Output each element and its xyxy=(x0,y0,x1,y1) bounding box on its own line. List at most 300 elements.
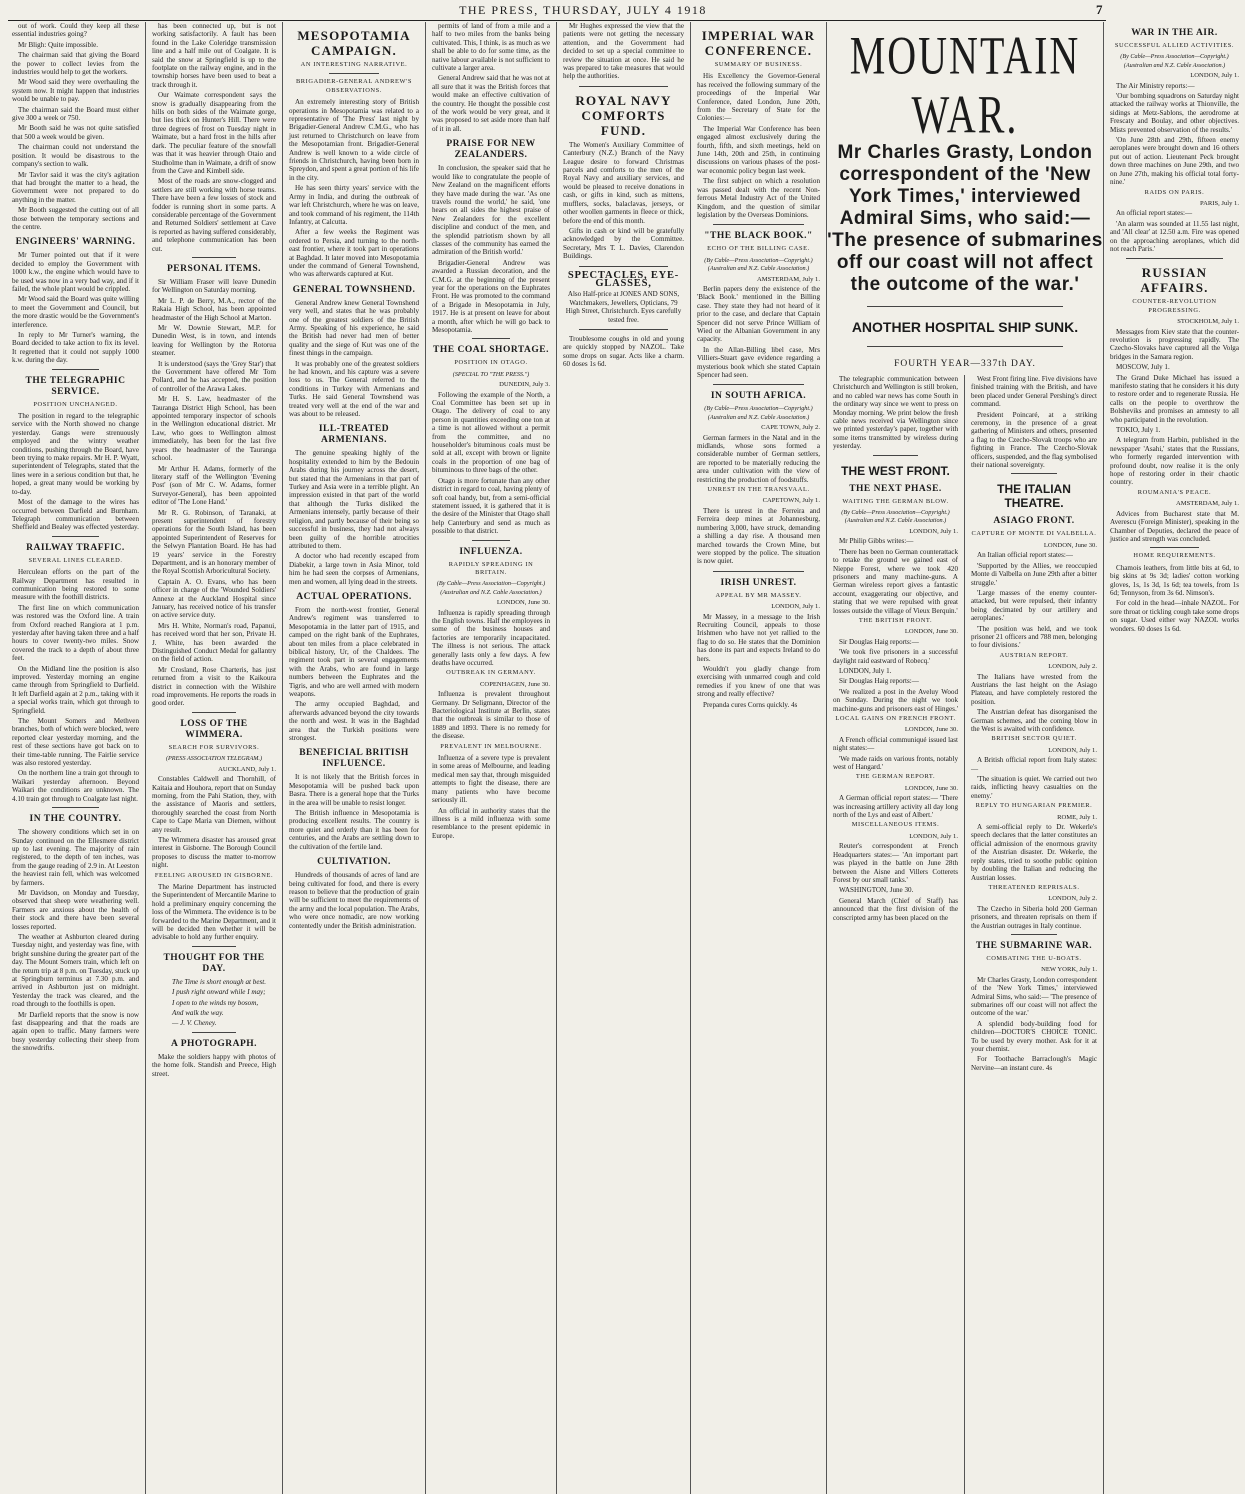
wimmera-heading: LOSS OF THE WIMMERA. xyxy=(180,718,248,740)
paragraph: The telegraphic communication between Christchurch and Wellington is still broken, and no cabled war news has come South in the ordinary way since we went to press on Monday morning. We print below the fresh cable news received via Wellington since we printed yesterday's paper, together with some items transmitted by wireless during yesterday. xyxy=(833,375,958,451)
austrian-report-article xyxy=(971,673,1097,734)
south-africa-article xyxy=(697,434,820,484)
misc-items-dateline: LONDON, July 1. xyxy=(909,832,958,840)
war-in-air-credit: (By Cable—Press Association—Copyright.) (Australian and N.Z. Cable Association.) xyxy=(1120,53,1229,69)
divider xyxy=(192,257,236,258)
paragraph: I push right onward while I may; xyxy=(172,988,266,997)
irish-dateline: LONDON, July 1. xyxy=(771,603,820,611)
column-1 xyxy=(6,22,146,1494)
telegraph-heading: THE TELEGRAPHIC SERVICE. xyxy=(25,375,126,397)
paragraph: Herculean efforts on the part of the Railway Department has resulted in communication being restored to some measure with the foothill districts. xyxy=(12,568,139,602)
paragraph: It is not likely that the British forces in Mesopotamia will be pushed back upon Basra. There is a general hope that the Turks in the area will be unable to resist longer. xyxy=(289,773,419,807)
paragraph: Advices from Bucharest state that M. Averescu (Foreign Minister), speaking in the Chamber of Deputies, declared the peace of justice and strength was concluded. xyxy=(1110,509,1239,543)
townshend-heading: GENERAL TOWNSHEND. xyxy=(292,284,416,295)
paragraph: Mr Arthur H. Adams, formerly of the literary staff of the Wellington 'Evening Post' (son of Mr C. W. Adams, former Surveyor-General), has been appointed editor of 'The Lone Hand.' xyxy=(152,464,276,507)
mountain-war-col-left xyxy=(827,375,965,1494)
influence-article xyxy=(289,773,419,851)
italian-success-headline: Mr Charles Grasty, London correspondent of the 'New York Times,' interviewed Admiral Sims, who said:— 'The presence of submarines off our coast will not affect the outcome of the war.' xyxy=(827,142,1103,295)
divider xyxy=(579,86,668,87)
paragraph: The position in regard to the telegraphic service with the North showed no change yesterday. Gangs were strenuously employed and the wintry weather conditions, pushing through the Board, have been trying to make repairs. Mr H. P. Wyatt, superintendent of Telegraphs, stated that the lines were in a serious condition but that, he hoped, a great many would be working by to-day. xyxy=(12,412,139,496)
asiago-subheading: CAPTURE OF MONTE DI VALBELLA. xyxy=(971,530,1097,538)
paragraph: Otago is more fortunate than any other district in regard to coal, having plenty of soft coal handy, but, from a semi-official statement issued, it is gathered that it is the desire of the Minister that Otago shall help Canterbury and send as much as possible to that district. xyxy=(432,476,551,536)
paragraph: Messages from Kiev state that the counter-revolution is progressing rapidly. The Czecho-Slovaks have captured all the Volga bridges in the Samara region. xyxy=(1110,327,1239,361)
russian-affairs-heading: RUSSIAN AFFAIRS. xyxy=(1140,265,1209,296)
paragraph: The Czecho in Siberia hold 200 German prisoners, and threaten reprisals on them if the Austrian outrages in Italy continue. xyxy=(971,904,1097,930)
paragraph: The first subject on which a resolution was passed dealt with the recent Non-ferrous Metal Industry Act of the United Kingdom, and the question of similar legislation by the Overseas Dominions. xyxy=(697,177,820,219)
coal-heading: THE COAL SHORTAGE. xyxy=(433,345,549,356)
raids-paris-dateline: PARIS, July 1. xyxy=(1200,199,1239,207)
war-in-air-dateline: LONDON, July 1. xyxy=(1190,72,1239,80)
column-9 xyxy=(1104,22,1245,1494)
paragraph: Mr H. S. Law, headmaster of the Tauranga District High School, has been appointed temporary inspector of schools in the Wellington educational district. Mr Law, who goes to Wellington almost immediately, has been for the last five years the headmaster of the Tauranga school. xyxy=(152,395,276,463)
paragraph: Mr Charles Grasty, London correspondent of the 'New York Times,' interviewed Admiral Sims, who said:— 'The presence of submarines off our coast will not affect the outcome of the war.' xyxy=(971,975,1097,1018)
paragraph: There is unrest in the Ferreira and Ferreira deep mines at Johannesburg, numbering 3,000, have struck, demanding a shilling a day rise. A thousand men marched towards the Crown Mine, but were stopped by the police. The situation is now quiet. xyxy=(697,506,820,566)
divider xyxy=(579,329,668,330)
country-article xyxy=(12,828,139,1053)
paragraph: The Time is short enough at best. xyxy=(172,977,266,986)
next-phase-credit: (By Cable—Press Association—Copyright.) (Australian and N.Z. Cable Association.) xyxy=(841,509,950,525)
col5-intro xyxy=(563,22,684,81)
col4-intro xyxy=(432,22,550,133)
paragraph: A doctor who had recently escaped from Diabekir, a large town in Asia Minor, told him he had seen the corpses of Armenians, men and women, all lying dead in the streets. xyxy=(289,552,419,586)
misc-items-article xyxy=(833,842,958,922)
south-africa-heading: IN SOUTH AFRICA. xyxy=(710,391,807,402)
hungarian-reply-article xyxy=(971,823,1097,882)
paragraph: German farmers in the Natal and in the midlands, whose sons formed a considerable number of German settlers, are reported to be materially reducing the area under cultivation with the view of restricting the production of foodstuffs. xyxy=(697,433,820,484)
col2-intro xyxy=(152,22,276,253)
paragraph: Hundreds of thousands of acres of land are being cultivated for food, and there is every reason to believe that the production of grain will be sufficient to meet the requirements of the army and the local population. The Arabs, who were once nomadic, are now working contentedly under the British administration. xyxy=(289,871,419,930)
melbourne-article xyxy=(432,754,550,840)
paragraph: The weather at Ashburton cleared during Tuesday night, and yesterday was fine, with bright sunshine during the greater part of the day. The Mount Somers train, which left on the return trip at 8 p.m. on Tuesday, stuck up at Springburn terminus at 7.30 p.m. and arrived in Ashburton just on midnight. Yesterday the track was cleared, and the road through to the foothills is open. xyxy=(12,932,139,1009)
war-in-air-heading: WAR IN THE AIR. xyxy=(1131,28,1218,38)
page-number: 7 xyxy=(1095,2,1104,17)
paragraph: His Excellency the Governor-General has received the following summary of the proceedings of the Imperial War Conference, dated London, June 20th, from the Secretary of State for the Colonies:— xyxy=(697,72,820,123)
paragraph: On the Midland line the position is also improved. Yesterday morning an engine came through from Springfield to Darfield. It left Darfield again at 2 p.m., taking with it a special works train, which got through to Springfield. xyxy=(12,664,139,715)
paragraph: President Poincaré, at a striking ceremony, in the presence of a great gathering of Ministers and others, presented a flag to the Czecho-Slovak troops who are fighting in France. The Czecho-Slovak officers, suspended, and the flag symbolised their national sovereignty. xyxy=(971,410,1097,470)
paragraph: General Andrew said that he was not at all sure that it was the British forces that would make an effective cultivation of the country. He thought the possible cost of the work would be very great, and it was proposed to set aside more than half of it in all. xyxy=(432,74,550,133)
paragraph: permits of land of from a mile and a half to two miles from the banks being cultivated. This, I think, is as much as we shall be able to do for some time, as the native labour available is not sufficient to cultivate a larger area. xyxy=(432,22,550,73)
paragraph: Wouldn't you gladly change from exercising with unmarred cough and cold remedies if you knew of one that was strong and really effective? xyxy=(697,664,820,699)
operations-article xyxy=(289,606,419,743)
issue-date: THURSDAY, JULY 4 1918 xyxy=(543,3,707,17)
mountain-war-col-right xyxy=(965,375,1103,1494)
black-book-credit: (By Cable—Press Association—Copyright.) (Australian and N.Z. Cable Association.) xyxy=(704,256,813,273)
paragraph: 'We realized a post in the Aveluy Wood on Sunday. During the night we took machine-guns and prisoners east of Hinges.' xyxy=(833,687,958,713)
nazol-ad: Troublesome coughs in old and young are quickly stopped by NAZOL. Take some drops on sugar. Acts like a charm. 60 doses 1s 6d. xyxy=(563,334,684,369)
engineers-article xyxy=(12,251,139,364)
paragraph: General Andrew knew General Townshend very well, and states that he was probably one of the greatest soldiers of the British Army. Speaking of his experience, he said the British had never had men of better quality and the siege of Kut was one of the finest things in the campaign. xyxy=(289,298,419,358)
divider xyxy=(873,455,918,456)
column-6 xyxy=(691,22,827,1494)
divider xyxy=(329,73,379,74)
paragraph: 'We made raids on various fronts, notably west of Hangard.' xyxy=(833,754,958,772)
british-sector-article xyxy=(971,756,1097,800)
next-phase-dateline: LONDON, July 1. xyxy=(909,527,958,535)
mesopotamia-subheading-2: BRIGADIER-GENERAL ANDREW'S OBSERVATIONS. xyxy=(295,78,413,94)
south-africa-dateline: CAPE TOWN, July 2. xyxy=(761,424,820,432)
paragraph: The showery conditions which set in on Sunday continued on the Ellesmere district up to last evening. The majority of rain registered, to the depth of ten inches, was from the gauge reading of 2.9 in. At Leeston the heaviest rain fell, which was welcomed by farmers. xyxy=(12,828,139,887)
paragraph: Mr Tavlor said it was the city's agitation that had brought the matter to a head, the Government were not prepared to do anything in the matter. xyxy=(12,170,139,204)
british-front-dateline: LONDON, June 30. xyxy=(904,628,958,636)
submarine-subheading: COMBATING THE U-BOATS. xyxy=(986,954,1082,962)
divider xyxy=(713,224,804,225)
paragraph: The chairman said the Board must either give 300 a week or 750. xyxy=(12,105,139,123)
paragraph: Mr Massey, in a message to the Irish Recruiting Council, appeals to those Irishmen who have not yet rallied to the flag to do so. He states that the Dominion has done its part and expects Ireland to do hers. xyxy=(697,612,820,663)
paragraph: An Italian official report states:— xyxy=(977,551,1073,560)
paragraph: The army occupied Baghdad, and afterwards advanced beyond the city towards the north and west. It was in the Baghdad area that the Turkish positions were strongest. xyxy=(289,700,419,743)
transvaal-subheading: UNREST IN THE TRANSVAAL. xyxy=(707,486,810,494)
divider xyxy=(713,384,804,385)
next-phase-article xyxy=(833,537,958,615)
british-front-article xyxy=(833,638,958,713)
black-book-article xyxy=(697,285,820,379)
paragraph: Mr Crosland, Rose Charteris, has just returned from a visit to the Kaikoura district in connection with the Wilshire road improvements. He reports the roads in good order. xyxy=(152,665,276,708)
divider xyxy=(1011,934,1057,935)
coal-credit: (SPECIAL TO "THE PRESS.") xyxy=(452,370,530,378)
paragraph: Constables Caldwell and Thornhill, of Kaitaia and Houhora, report that on Sunday morning, from the Pahi Station, they, with the assistance of Maoris and settlers, thoroughly searched the coast from North Cape to Cape Maria van Diemen, without any result. xyxy=(152,775,276,834)
paragraph: A semi-official reply to Dr. Wekerle's speech declares that the latter constitutes an official admission of the enormous gravity of the Austrian disaster. Dr. Wekerle, the reply states, tried to soothe public opinion by doubling the Italian and reducing the Austrian losses. xyxy=(971,823,1097,882)
paragraph: An official in authority states that the illness is a mild influenza with some resemblance to the present epidemic in Europe. xyxy=(432,806,550,840)
personal-article xyxy=(152,278,276,708)
paragraph: Mr Davidson, on Monday and Tuesday, observed that sheep were weathering well. Farmers are anxious about the health of their stock and there have been several losses reported. xyxy=(12,888,139,931)
newspaper-page xyxy=(6,0,1239,1494)
submarine-dateline: NEW YORK, July 1. xyxy=(1041,966,1097,974)
coal-dateline: DUNEDIN, July 3. xyxy=(499,381,550,389)
submarine-article xyxy=(971,976,1097,1018)
raids-paris-subheading: RAIDS ON PARIS. xyxy=(1144,188,1205,196)
paragraph: He has seen thirty years' service with the Army in India, and during the outbreak of war left Christchurch, where he was on leave, and took command of his regiment, the 114th Infantry, at Calcutta. xyxy=(289,184,419,226)
paragraph: On the northern line a train got through to Waikari yesterday afternoon. Beyond Waikari the conditions are unknown. The 4.10 train got through to Coalgate last night. xyxy=(12,769,139,803)
home-requirements-article xyxy=(1110,564,1239,633)
mountain-war-columns xyxy=(827,375,1103,1494)
personal-heading: PERSONAL ITEMS. xyxy=(166,263,262,274)
roumania-subheading: ROUMANIA'S PEACE. xyxy=(1137,488,1212,496)
russian-affairs-subheading: COUNTER-REVOLUTION PROGRESSING. xyxy=(1132,298,1217,314)
paragraph: Influenza is prevalent throughout Germany. Dr Seligmann, Director of the Bacteriological Institute at Berlin, states that the outbreak is similar to those of 1889 and 1893. There is no remedy for the disease. xyxy=(432,690,550,741)
railway-heading: RAILWAY TRAFFIC. xyxy=(26,542,125,553)
paragraph: 'On June 28th and 29th, fifteen enemy aeroplanes were brought down and 16 others put out of action. Lieutenant Peck brought down three machines on June 29th, and two on June 27th, making his official total forty-nine.' xyxy=(1110,136,1239,187)
wimmera-article xyxy=(152,775,276,869)
paragraph: Mr L. P. de Berry, M.A., rector of the Rakaia High School, has been appointed headmaster of the High School at Marton. xyxy=(152,296,276,322)
cultivation-article xyxy=(289,871,419,930)
paragraph: Our Waimate correspondent says the snow is gradually disappearing from the hills on both sides of the Waimate gorge, but lies thick on Hunter's Hill. There were three degrees of frost on Tuesday night in Waimate, but a hard frost in the hills after dark. The peculiar feature of the snowfall was that it was heavier through Otaio and Studholme than in Waimate, a drift of snow from the Cave and Kimbell side. xyxy=(152,91,276,175)
paragraph: 'The position was held, and we took prisoner 21 officers and 788 men, belonging to four divisions.' xyxy=(971,624,1097,650)
paragraph: WASHINGTON, June 30. xyxy=(839,886,914,895)
gisborne-subheading: FEELING AROUSED IN GISBORNE. xyxy=(154,871,274,879)
paragraph: The Wimmera disaster has aroused great interest in Gisborne. The Borough Council proposes to discuss the matter to-morrow night. xyxy=(152,835,276,870)
divider xyxy=(867,306,1063,307)
telegraph-article xyxy=(12,412,139,532)
paragraph: An extremely interesting story of British operations in Mesopotamia was related to a representative of 'The Press' last night by Brigadier-General Andrew C.M.G., who has just returned to Christchurch on leave from the Mesopotamian front. Brigadier-General Andrew is well known to a wide circle of friends in Christchurch, having been born in Spreydon, and spent a great portion of his life in the city. xyxy=(289,98,419,182)
paragraph: Mr Bligh: Quite impossible. xyxy=(18,40,99,49)
paragraph: 'An alarm was sounded at 11.55 last night, and 'All clear' at 12.50 a.m. Fire was opened on the approaching aeroplanes, which did not reach Paris.' xyxy=(1110,219,1239,253)
transvaal-dateline: CAPETOWN, July 1. xyxy=(762,497,820,505)
paragraph: The Women's Auxiliary Committee of Canterbury (N.Z.) Branch of the Navy League desire to forward Christmas parcels and comforts to the men of the Royal Navy and auxiliary services, and would be pleased to receive donations in cash, or gifts in kind, such as mittens, mufflers, socks, balaclavas, jerseys, or other woollen garments in fleece or thick, before the end of this month. xyxy=(563,140,684,225)
masthead-rule xyxy=(8,20,1106,21)
paragraph: Chamois leathers, from little bits at 6d, to big skins at 9s 3d; ladies' cotton working gloves, 1s, 1s 3d, 1s 6d; tea towels, from 1s 6d; Tennyson, from 3s 6d. Nimson's. xyxy=(1110,563,1239,597)
mesopotamia-headline: MESOPOTAMIA CAMPAIGN. xyxy=(297,28,411,58)
south-africa-credit: (By Cable—Press Association—Copyright.) (Australian and N.Z. Cable Association.) xyxy=(704,405,813,421)
paragraph: 'Supported by the Allies, we reoccupied Monte di Valbella on June 29th after a bitter struggle.' xyxy=(971,561,1097,587)
paragraph: Berlin papers deny the existence of the 'Black Book.' mentioned in the Billing case. They state they had not heard of it prior to the case, and declare that Captain Spencer did not serve Prince William of Wied or the Albanian Government in any capacity. xyxy=(697,284,820,344)
mountain-war-block xyxy=(827,22,1104,1494)
col1-intro xyxy=(12,22,139,231)
engineers-heading: ENGINEERS' WARNING. xyxy=(15,237,136,248)
paragraph: It is understood (says the 'Grey Star') that the Government have offered Mr Tom Pollard, and he has accepted, the position of controller of the Arawa Lakes. xyxy=(152,359,276,393)
royal-navy-headline: ROYAL NAVY COMFORTS FUND. xyxy=(575,92,672,138)
paragraph: 'The situation is quiet. We carried out two raids, inflicting heavy casualties on the enemy.' xyxy=(971,775,1097,800)
local-gains-article xyxy=(833,736,958,772)
lead-left-article xyxy=(833,375,958,451)
masthead xyxy=(6,0,1108,20)
influenza-article xyxy=(432,609,550,668)
divider xyxy=(192,712,236,713)
transvaal-article xyxy=(697,507,820,566)
townshend-article xyxy=(289,299,419,419)
paragraph: The Air Ministry reports:— xyxy=(1116,81,1195,90)
corns-ad: Prepanda cures Corns quickly. 4s xyxy=(703,700,798,709)
paragraph: 'We took five prisoners in a successful daylight raid eastward of Robecq.' xyxy=(833,648,958,665)
british-sector-dateline: LONDON, July 1. xyxy=(1048,746,1097,754)
paragraph: Mr W. Downie Stewart, M.P. for Dunedin West, is in town, and intends leaving for Wellington by the Rotorua steamer. xyxy=(152,324,276,358)
misc-items-subheading: MISCELLANEOUS ITEMS. xyxy=(851,821,940,829)
column-2 xyxy=(146,22,283,1494)
divider xyxy=(52,369,99,370)
paragraph: Following the example of the North, a Coal Committee has been set up in Otago. The delivery of coal to any person in quantities exceeding one ton at a time is not allowed without a permit from the committee, and no householder's bituminous coals must be sold at all, except with brown or lignite coals in the proportion of one bag of bituminous to three bags of the other. xyxy=(432,390,550,475)
russian-affairs-article xyxy=(1110,328,1239,487)
paragraph: 'There has been no German counterattack to retake the ground we gained east of Nieppe Forest, where we took 420 prisoners and many machine-guns. A German wireless report gives a fantastic account, exaggerating our objective, and stating that we were repulsed with great losses outside the village of Vieux Berquin.' xyxy=(833,547,958,615)
divider xyxy=(52,807,99,808)
paragraph: Mr Booth said he was not quite satisfied that 500 a week would be given. xyxy=(12,124,139,141)
columns xyxy=(6,22,1239,1494)
roumania-dateline: AMSTERDAM, July 1. xyxy=(1175,500,1239,508)
paragraph: has been connected up, but is not working satisfactorily. A fault has been found in the Lake Coleridge transmission line and a half mile out of Coalgate. It is said the snow at Springfield is up to the footplate on the railway engine, and in the township horses have been used to beat a track through it. xyxy=(152,22,276,89)
hospital-ship-headline: ANOTHER HOSPITAL SHIP SUNK. xyxy=(851,319,1079,335)
hungarian-reply-dateline: ROME, July 1. xyxy=(1057,813,1097,821)
paragraph: In conclusion, the speaker said that he would like to congratulate the people of New Zealand on the magnificent efforts they have made during the war. 'As one travels round the world,' he said, 'one hears on all sides the highest praise of New Zealanders for the excellent discipline and conduct of the men, and the splendid patriotism shown by all classes of the community has earned the admiration of the British world.' xyxy=(432,164,550,257)
divider xyxy=(713,571,804,572)
divider xyxy=(472,338,510,339)
black-book-dateline: AMSTERDAM, July 1. xyxy=(756,275,820,283)
praise-article xyxy=(432,164,550,334)
paragraph: The chairman said that giving the Board the power to collect levies from the industries would help to get the workers. xyxy=(12,51,139,77)
divider xyxy=(192,946,236,947)
telegraph-subheading: POSITION UNCHANGED. xyxy=(33,400,118,408)
thought-heading: THOUGHT FOR THE DAY. xyxy=(163,952,265,974)
paragraph: After a few weeks the Regiment was ordered to Persia, and turning to the north-east frontier, where it took part in operations at Baghdad. It later moved into Mesopotamia under the command of General Townshend, who was afterwards captured at Kut. xyxy=(289,228,419,279)
paragraph: The Imperial War Conference has been engaged almost exclusively during the fourth, fifth, and sixth meetings, held on June 14th, 20th and 25th, in continuing discussions on various phases of the post-war economic policy begun last week. xyxy=(697,124,820,175)
paragraph: In the Allan-Billing libel case, Mrs Villiers-Stuart gave evidence regarding a mysterious book which she stated Captain Spencer had seen. xyxy=(697,345,820,379)
irish-subheading: APPEAL BY MR MASSEY. xyxy=(715,591,802,599)
paragraph: Mr Philip Gibbs writes:— xyxy=(839,537,914,546)
divider xyxy=(52,536,99,537)
paragraph: Mr Wood said the Board was quite willing to meet the Government and Council, but the more drastic would be the Government's interference. xyxy=(12,295,139,329)
paragraph: A British official report from Italy states:— xyxy=(971,756,1097,773)
paragraph: West Front firing line. Five divisions have finished training with the British, and have been placed under General Pershing's direct command. xyxy=(971,375,1097,409)
armenians-heading: ILL-TREATED ARMENIANS. xyxy=(318,424,390,446)
paragraph: Influenza of a severe type is prevalent in some areas of Melbourne, and leading medical men say that, through misguided attempts to fight the disease, there are many patients who have become seriously ill. xyxy=(432,754,550,805)
column-4 xyxy=(426,22,557,1494)
war-day-line: FOURTH YEAR—337th DAY. xyxy=(894,359,1036,369)
praise-heading: PRAISE FOR NEW ZEALANDERS. xyxy=(446,139,536,161)
austrian-report-dateline: LONDON, July 2. xyxy=(1048,663,1097,671)
paragraph: It was probably one of the greatest soldiers he had known, and his capture was a severe loss to us. The General referred to the conditions in Turkey with Armenians and Turks. He said General Townshend was treated very well at the end of the war and was about to be released. xyxy=(289,359,419,419)
paragraph: Mr Booth suggested the cutting out of all those between the temporary sections and the centre. xyxy=(12,206,139,231)
asiago-heading: ASIAGO FRONT. xyxy=(993,516,1075,527)
photo-heading: A PHOTOGRAPH. xyxy=(170,1038,258,1049)
paragraph: The British influence in Mesopotamia is producing excellent results. The country is more quiet and orderly than it has been for centuries, and the Arabs are settling down to the cultivation of the fertile land. xyxy=(289,809,419,851)
paragraph: LONDON, July 1. xyxy=(839,666,892,675)
paragraph: 'Our bombing squadrons on Saturday night attacked the railway works at Thionville, the sidings at Metz-Sablons, the aerodrome at Frescaty and Boulay, and other objectives. Mists prevented observation of the results.' xyxy=(1110,92,1239,134)
black-book-heading: "THE BLACK BOOK." xyxy=(704,231,813,242)
reprisals-subheading: THREATENED REPRISALS. xyxy=(988,883,1080,891)
british-front-subheading: THE BRITISH FRONT. xyxy=(858,616,933,624)
wimmera-dateline: AUCKLAND, July 1. xyxy=(218,765,276,773)
cultivation-heading: CULTIVATION. xyxy=(317,857,391,868)
paragraph: The Austrian defeat has disorganised the German schemes, and the coming blow in the West is awaited with confidence. xyxy=(971,708,1097,733)
influenza-dateline: LONDON, June 30. xyxy=(496,599,550,607)
italian-theatre-heading: THE ITALIAN THEATRE. xyxy=(997,482,1071,511)
paragraph: From the north-west frontier, General Andrew's regiment was transferred to Mesopotamia in the latter part of 1915, and camped on the right bank of the Euphrates, about ten miles from a place celebrated in biblical history, Ur, of the Chaldees. The regiment took part in several engagements with the Arabs, who are found in large numbers between the Euphrates and the Tigris, and who are well armed with modern weapons. xyxy=(289,605,419,698)
paragraph: The chairman could not understand the position. It would be disastrous to the company's section to walk. xyxy=(12,143,139,169)
divider xyxy=(192,1032,236,1033)
raids-paris-article xyxy=(1110,209,1239,253)
reprisals-article xyxy=(971,905,1097,930)
divider xyxy=(1011,473,1057,474)
mountain-war-headline: MOUNTAIN WAR. xyxy=(849,24,1081,145)
photo-ad: Make the soldiers happy with photos of the home folk. Standish and Preece, High street. xyxy=(152,1052,276,1078)
royal-navy-article xyxy=(563,141,684,261)
paragraph: A French official communiqué issued last night states:— xyxy=(833,735,958,753)
black-book-subheading: ECHO OF THE BILLING CASE. xyxy=(707,245,810,253)
next-phase-heading: THE NEXT PHASE. xyxy=(849,483,942,494)
divider xyxy=(867,346,1063,347)
paragraph: General March (Chief of Staff) has announced that the first division of the conscripted army has been placed on the xyxy=(833,896,958,922)
column-3 xyxy=(283,22,426,1494)
divider xyxy=(472,540,510,541)
influenza-subheading: RAPIDLY SPREADING IN BRITAIN. xyxy=(448,560,534,576)
west-front-heading: THE WEST FRONT. xyxy=(841,463,950,478)
paragraph: Brigadier-General Andrew was awarded a Russian decoration, and the C.M.G. at the beginning of the present year for the operations on the Euphrates Front. He was promoted to the command of a Brigade in Mesopotamia in July, 1917. He is at present on leave for about a month, after which he will go back to Mesopotamia. xyxy=(432,258,550,334)
coal-subheading: POSITION IN OTAGO. xyxy=(454,359,528,367)
paragraph: In reply to Mr Turner's warning, the Board decided to take action to fix its level. It regretted that it could not supply 1000 k.w. during the day. xyxy=(12,331,139,365)
paragraph: The Mount Somers and Methven branches, both of which were blocked, were reported clear yesterday morning, and the rest of these sections have got back on to their time-table running. The Fairlie service was also restored yesterday. xyxy=(12,717,139,768)
reprisals-dateline: LONDON, July 2. xyxy=(1048,895,1097,903)
paragraph: The first line on which communication was restored was the Oxford line. A train from Oxford reached Rangiora at 1 p.m. yesterday after having taken three and a half hours to cover twenty-two miles. Snow covered the track to a depth of about three feet. xyxy=(12,603,139,663)
paragraph: Influenza is rapidly spreading through the English towns. Half the employees in some of the business houses and factories are temporarily incapacitated. The illness is not serious. The attack generally lasts only a few days. A few deaths have occurred. xyxy=(432,608,550,667)
german-report-subheading: THE GERMAN REPORT. xyxy=(855,773,936,781)
paragraph: Sir Douglas Haig reports:— xyxy=(839,677,919,686)
column-5 xyxy=(557,22,691,1494)
mesopotamia-subheading: AN INTERESTING NARRATIVE. xyxy=(300,61,408,68)
country-heading: IN THE COUNTRY. xyxy=(29,814,122,825)
war-in-air-article xyxy=(1110,82,1239,187)
paragraph: The Grand Duke Michael has issued a manifesto stating that he considers it his duty to restore order and to regenerate Russia. He calls on the people to overthrow the Bolsheviks and promises an amnesty to all who participated in the revolution. xyxy=(1110,373,1239,424)
paragraph: Gifts in cash or kind will be gratefully acknowledged by the Committee. Secretary, Mrs T. L. Davies, Clarendon Buildings. xyxy=(563,226,684,261)
local-gains-subheading: LOCAL GAINS ON FRENCH FRONT. xyxy=(835,715,956,722)
germany-subheading: OUTBREAK IN GERMANY. xyxy=(446,669,536,677)
paragraph: Mr Hughes expressed the view that the patients were not getting the necessary attention, and the Government had decided to set up a special committee to review the situation at once. He said he was prepared to take measures that would help the authorities. xyxy=(563,22,684,81)
paragraph: out of work. Could they keep all these essential industries going? xyxy=(12,22,139,39)
gisborne-article xyxy=(152,883,276,942)
paragraph: A German official report states:— 'There was increasing artillery activity all day long north of the Lys and east of Albert.' xyxy=(833,794,958,820)
paragraph: The genuine speaking highly of the hospitality extended to him by the Bedouin Arabs during his journey across the desert, but stated that the Armenians in that part of Turkey and Asia were in a terrible plight. An impression existed in that part of the world that although the Turks disliked the Armenians intensely, partly because of their religion, and partly because of their being so successful in business, they had not always been guilty of the horrible atrocities attributed to them. xyxy=(289,449,419,550)
melbourne-subheading: PREVALENT IN MELBOURNE. xyxy=(440,742,542,750)
paragraph: An official report states:— xyxy=(1116,209,1193,218)
paragraph: Most of the roads are snow-clogged and settlers are still working with horse teams. There have been a few losses of stock and fodder is running short in some parts. A considerable percentage of the Government and Returned Soldiers' settlement at Cave is reported as having suffered considerably, and telephone communication has been cut. xyxy=(152,177,276,253)
paragraph: A splendid body-building food for children—DOCTOR'S CHOICE TONIC. To be used by every mother. Ask for it at your chemist. xyxy=(971,1019,1097,1053)
next-phase-subheading: WAITING THE GERMAN BLOW. xyxy=(842,497,949,505)
spectacles-ad-heading: SPECTACLES, EYE-GLASSES, xyxy=(567,269,680,289)
paragraph: For Toothache Barraclough's Magic Nervine—an instant cure. 4s xyxy=(971,1055,1097,1072)
hungarian-reply-subheading: REPLY TO HUNGARIAN PREMIER. xyxy=(975,802,1093,810)
paragraph: Mrs H. White, Norman's road, Papanui, has received word that her son, Private H. J. White, has been awarded the Distinguished Conduct Medal for gallantry on the field of action. xyxy=(152,621,276,664)
influenza-credit: (By Cable—Press Association—Copyright.) (Australian and N.Z. Cable Association.) xyxy=(436,580,546,596)
german-report-article xyxy=(833,794,958,819)
spectacles-ad-body: Also Half-price at JONES AND SONS, Watchmakers, Jewellers, Opticians, 79 High Street, Christchurch. Eyes carefully tested free. xyxy=(565,290,682,324)
coal-article xyxy=(432,391,550,536)
war-in-air-subheading: SUCCESSFUL ALLIED ACTIVITIES. xyxy=(1114,42,1235,49)
germany-dateline: COPENHAGEN, June 30. xyxy=(480,680,550,688)
paragraph: TOKIO, July 1. xyxy=(1116,426,1161,435)
paragraph: 'Large masses of the enemy counter-attacked, but were repulsed, their infantry being decimated by our artillery and aeroplanes.' xyxy=(971,588,1097,623)
paragraph: I open to the winds my bosom, xyxy=(172,998,259,1007)
paragraph: The Marine Department has instructed the Superintendent of Mercantile Marine to hold a preliminary enquiry concerning the loss of the Wimmera. The evidence is to be forwarded to the Marine Department, and it will be decided then whether it will be advisable to hold any further enquiry. xyxy=(152,882,276,942)
railway-article xyxy=(12,568,139,803)
lead-right-article xyxy=(971,375,1097,469)
influence-heading: BENEFICIAL BRITISH INFLUENCE. xyxy=(299,748,409,770)
influenza-heading: INFLUENZA. xyxy=(459,546,523,557)
asiago-dateline: LONDON, June 30. xyxy=(1043,541,1097,549)
paragraph: — J. V. Cheney. xyxy=(172,1019,217,1028)
paragraph: The Italians have wrested from the Austrians the last height on the Asiago Plateau, and have completely restored the position. xyxy=(971,672,1097,706)
local-gains-dateline: LONDON, June 30. xyxy=(904,726,958,734)
paragraph: Mr Darfield reports that the snow is now fast disappearing and that the roads are again open to traffic. Many farmers were busy yesterday collecting their sheep from the snowdrifts. xyxy=(12,1010,139,1053)
irish-heading: IRISH UNREST. xyxy=(720,577,797,588)
imperial-headline: IMPERIAL WAR CONFERENCE. xyxy=(701,28,816,58)
paragraph: Reuter's correspondent at French Headquarters states:— 'An important part was played in the battle on June 28th between the Aisne and Villers Cotterets Forest by our small tanks.' xyxy=(833,842,958,884)
imperial-subheading: SUMMARY OF BUSINESS. xyxy=(714,61,803,68)
german-report-dateline: LONDON, June 30. xyxy=(904,784,958,792)
masthead-title xyxy=(459,3,707,18)
operations-heading: ACTUAL OPERATIONS. xyxy=(296,591,412,602)
paper-name: THE PRESS, xyxy=(459,3,539,17)
paragraph: MOSCOW, July 1. xyxy=(1116,363,1170,372)
paragraph: Mr R. G. Robinson, of Taranaki, at present superintendent of forestry operations for the South Island, has been appointed Superintendent of Reserves for the Selwyn Plantation Board. He has had 19 years' service in the Forestry Department, and is an honorary member of the Royal Scottish Arboricultural Society. xyxy=(152,508,276,576)
thought-poem xyxy=(152,978,276,1028)
asiago-article xyxy=(971,551,1097,649)
paragraph: And walk the way. xyxy=(172,1009,224,1018)
paragraph: Mr Turner pointed out that if it were decided to employ the Government with 1000 k.w., the engine which would have to be used was now in a very bad way, and if it failed, the whole plant would be crippled. xyxy=(12,251,139,293)
paragraph: Mr Wood said they were overhauling the system now. It might happen that industries would be unable to pay. xyxy=(12,78,139,104)
divider xyxy=(1126,258,1223,259)
wimmera-subheading: SEARCH FOR SURVIVORS. xyxy=(168,743,260,751)
roumania-article xyxy=(1110,510,1239,544)
wimmera-credit: (PRESS ASSOCIATION TELEGRAM.) xyxy=(165,755,263,763)
paragraph: A telegram from Harbin, published in the newspaper 'Asahi,' states that the Russians, who formerly regarded intervention with profound doubt, now realise it is the only hope of restoring order in their chaotic country. xyxy=(1110,436,1239,487)
mesopotamia-article xyxy=(289,98,419,279)
paragraph: Captain A. O. Evans, who has been officer in charge of the 'Wounded Soldiers' Annexe at the Auckland Hospital since January, has received notice of his transfer on active service duty. xyxy=(152,577,276,620)
divider xyxy=(579,266,668,267)
armenians-article xyxy=(289,449,419,586)
misc-right-ads xyxy=(971,1020,1097,1072)
austrian-report-subheading: AUSTRIAN REPORT. xyxy=(999,651,1069,659)
submarine-heading: THE SUBMARINE WAR. xyxy=(975,940,1093,951)
russian-affairs-dateline: STOCKHOLM, July 1. xyxy=(1177,318,1239,326)
british-sector-subheading: BRITISH SECTOR QUIET. xyxy=(991,735,1077,743)
imperial-article xyxy=(697,72,820,219)
germany-article xyxy=(432,690,550,740)
